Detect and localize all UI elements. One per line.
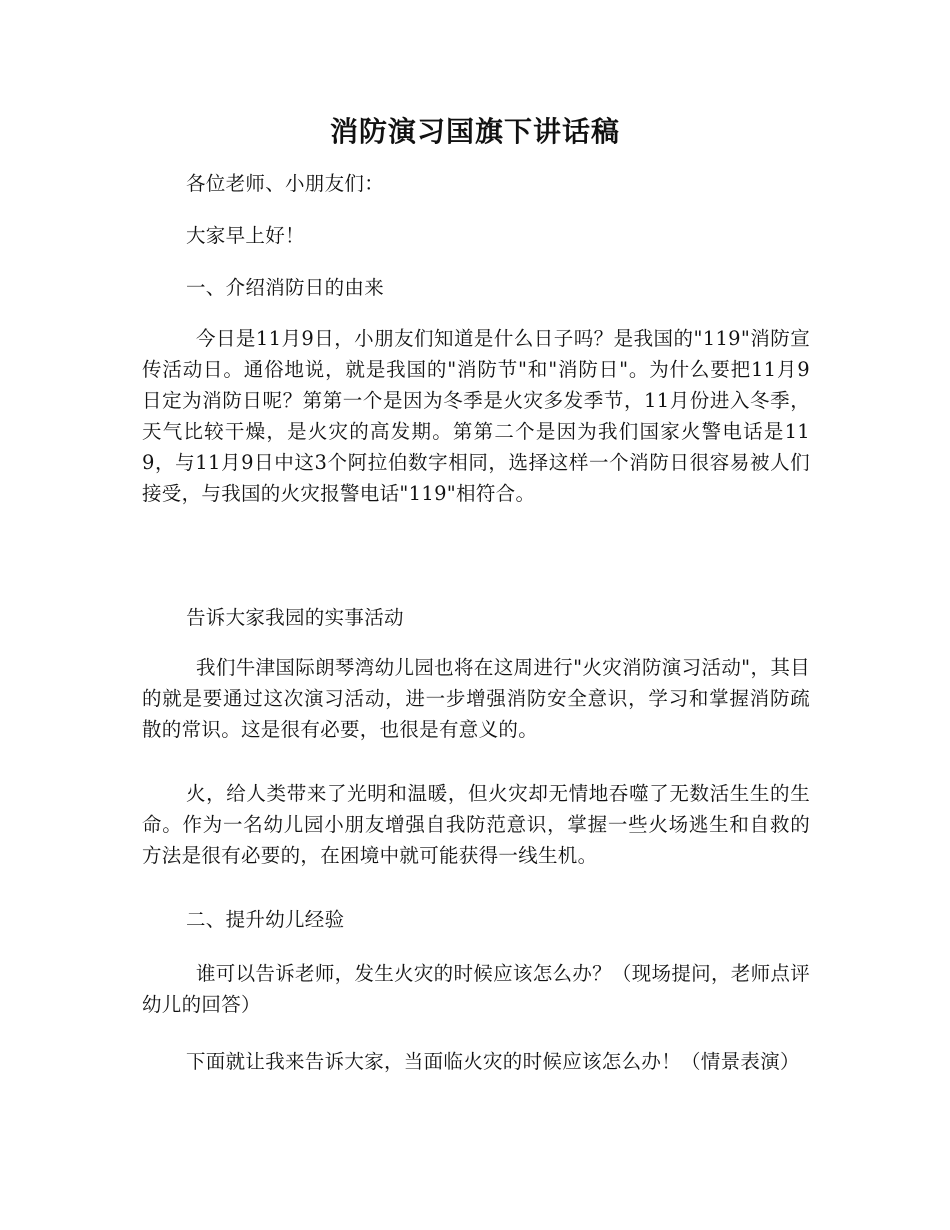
greeting-paragraph: 大家早上好！ bbox=[186, 224, 305, 247]
section-heading-1: 一、介绍消防日的由来 bbox=[186, 276, 385, 299]
fire-safety-paragraph: 火，给人类带来了光明和温暖，但火灾却无情地吞噬了无数活生生的生命。作为一名幼儿园小朋友增强自我防范意识，掌握一些火场逃生和自救的方法是很有必要的，在困境中就可能获得一线生机。 bbox=[142, 782, 810, 867]
fire-day-origin-paragraph: 今日是11月9日，小朋友们知道是什么日子吗？是我国的"119"消防宣传活动日。通俗地说，就是我国的"消防节"和"消防日"。为什么要把11月9日定为消防日呢？第第一个是因为冬季是火灾多发季节，11月份进入冬季，天气比较干燥，是火灾的高发期。第第二个是因为我们国家火警电话是119，与11月9日中这3个阿拉伯数字相同，选择这样一个消防日很容易被人们接受，与我国的火灾报警电话"119"相符合。 bbox=[142, 327, 810, 505]
document-title: 消防演习国旗下讲话稿 bbox=[329, 115, 620, 148]
activity-heading: 告诉大家我园的实事活动 bbox=[186, 606, 404, 629]
performance-paragraph: 下面就让我来告诉大家，当面临火灾的时候应该怎么办！（情景表演） bbox=[186, 1050, 800, 1073]
section-heading-2: 二、提升幼儿经验 bbox=[186, 908, 345, 931]
question-paragraph: 谁可以告诉老师，发生火灾的时候应该怎么办？（现场提问，老师点评幼儿的回答） bbox=[142, 962, 810, 1016]
drill-activity-paragraph: 我们牛津国际朗琴湾幼儿园也将在这周进行"火灾消防演习活动"，其目的就是要通过这次演习活动，进一步增强消防安全意识，学习和掌握消防疏散的常识。这是很有必要，也很是有意义的。 bbox=[142, 656, 810, 741]
salutation-paragraph: 各位老师、小朋友们： bbox=[186, 172, 385, 195]
